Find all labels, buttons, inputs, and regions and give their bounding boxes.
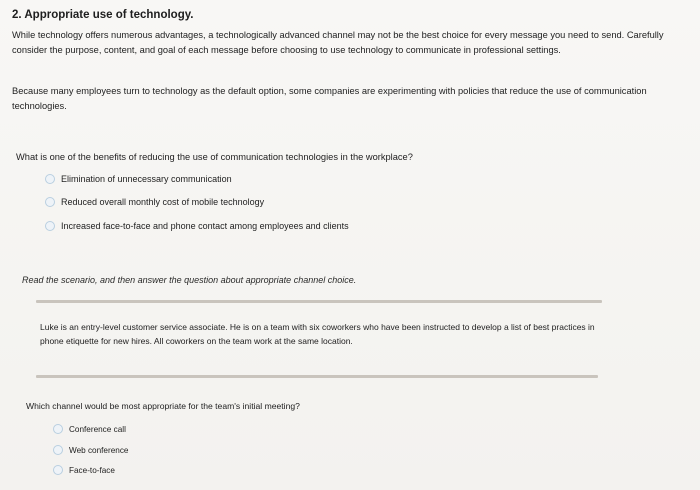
- q2-option-face-to-face[interactable]: [53, 465, 115, 475]
- option-label: Face-to-face: [69, 465, 115, 475]
- question-1-prompt: What is one of the benefits of reducing the use of communication technologies in the workplace?: [16, 152, 413, 162]
- intro-paragraph-2: Because many employees turn to technology as the default option, some companies are experimenting with policies that reduce the use of communication technologies.: [12, 86, 647, 111]
- option-label: Reduced overall monthly cost of mobile technology: [61, 197, 265, 207]
- radio-button-icon[interactable]: [53, 465, 63, 475]
- intro-paragraph-1: While technology offers numerous advantages, a technologically advanced channel may not be the best choice for every message you need to send. Carefully consider the purpose, content, and goal of each message before choosing to use technology to communicate in professional settings.: [12, 30, 664, 55]
- scenario-bottom-divider: [36, 375, 598, 378]
- radio-button-icon[interactable]: [45, 174, 55, 184]
- option-label: Increased face-to-face and phone contact among employees and clients: [61, 221, 349, 231]
- option-label: Web conference: [69, 445, 129, 455]
- q1-option-face-to-face-contact[interactable]: [45, 221, 349, 231]
- scenario-instruction: Read the scenario, and then answer the question about appropriate channel choice.: [22, 275, 357, 285]
- radio-button-icon[interactable]: [53, 445, 63, 455]
- q2-option-web-conference[interactable]: [53, 445, 128, 455]
- scenario-text: Luke is an entry-level customer service associate. He is on a team with six coworkers who have been instructed to develop a list of best practices in phone etiquette for new hires. All coworkers on the team work at the same location.: [40, 322, 595, 346]
- option-label: Conference call: [69, 424, 126, 434]
- q2-option-conference-call[interactable]: [53, 424, 126, 434]
- scenario-top-divider: [36, 300, 602, 303]
- section-title: 2. Appropriate use of technology.: [12, 9, 194, 21]
- q1-option-reduced-cost[interactable]: [45, 197, 264, 207]
- radio-button-icon[interactable]: [45, 197, 55, 207]
- question-2-prompt: Which channel would be most appropriate for the team's initial meeting?: [26, 401, 300, 411]
- option-label: Elimination of unnecessary communication: [61, 174, 232, 184]
- q1-option-elimination[interactable]: [45, 174, 232, 184]
- radio-button-icon[interactable]: [45, 221, 55, 231]
- radio-button-icon[interactable]: [53, 424, 63, 434]
